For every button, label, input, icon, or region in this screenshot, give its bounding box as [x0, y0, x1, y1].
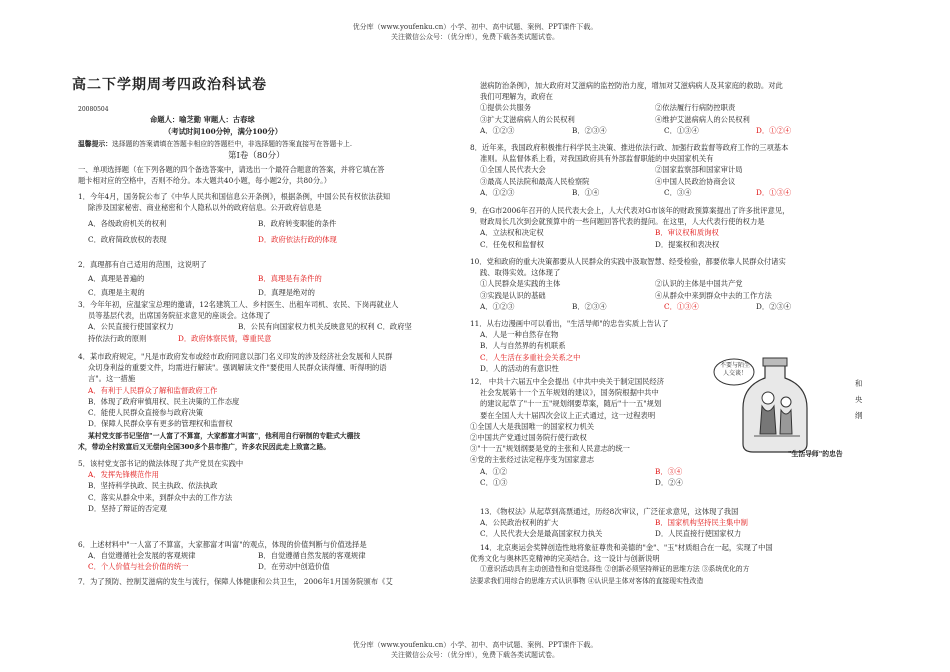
q10-item-1: ①人民群众是实践的主体	[480, 279, 561, 289]
q5-option-a[interactable]: A．发挥先锋模范作用	[88, 470, 159, 480]
q4-stem: 4．某市政府规定，"凡是市政府发布或经市政府同意以部门名义印发的涉及经济社会发展和人民群	[78, 352, 393, 361]
q10-items-row-1	[470, 278, 870, 289]
q12-stem: 12． 中共十六届五中全会提出《中共中央关于制定国民经济	[470, 377, 665, 386]
q7-stem-3: 我们可理解为，政府在	[480, 92, 553, 102]
page-header	[0, 22, 950, 42]
q5-option-b[interactable]: B．坚持科学执政、民主执政、依法执政	[88, 481, 218, 491]
q6-option-d[interactable]: D．在劳动中创造价值	[258, 562, 330, 572]
question-6	[78, 539, 458, 573]
q13-options-row-2	[470, 528, 870, 539]
q13-option-a[interactable]: A．公民政治权利的扩大	[480, 518, 559, 528]
header-line-1: 优分库（www.youfenku.cn）小学、初中、高中试题、案例、PPT课件下载。	[352, 23, 598, 31]
question-14	[470, 542, 870, 587]
q4-stem-2: 众切身利益的重要文件，均需进行解读"。强调解读文件"要使用人民群众读得懂、听得明的语	[88, 363, 387, 373]
exam-tip	[78, 139, 458, 150]
q12-options-row-1	[470, 466, 870, 477]
q3-options-row-2	[78, 333, 458, 344]
q3-option-b[interactable]: B．公民有向国家权力机关反映意见的权利 C．政府坚	[238, 322, 412, 332]
story-line-2: 术，带动全村致富后又无偿向全国300多个县市推广，许多农民因此走上致富之路。	[78, 443, 331, 452]
q2-options-row-2	[78, 287, 458, 298]
q4-option-a[interactable]: A．有利于人民群众了解和监督政府工作	[88, 385, 218, 395]
q10-option-b[interactable]: B．②③④	[572, 301, 607, 311]
q8-item-1: ①全国人民代表大会	[480, 165, 546, 175]
story-line-1: 某村党支部书记坚信"一人富了不算富，大家都富才叫富"，他利用自行研制的专駐式大棚技	[88, 432, 361, 440]
footer-line-1: 优分库（www.youfenku.cn）小学、初中、高中试题、案例、PPT课件下载。	[352, 641, 598, 649]
q10-option-d[interactable]: D．②③④	[756, 301, 792, 311]
question-7-stem: 7．为了预防、控制艾滋病的发生与流行，保障人体健康和公共卫生， 2006年1月国务院颁布《艾	[78, 577, 393, 586]
q12-item-4: ④党的主张经过法定程序变为国家意志	[470, 455, 595, 465]
tip-label: 温馨提示：	[78, 140, 112, 148]
tip-text: 选择题的答案请填在答题卡相应的答题栏中，非选择题的答案直接写在答题卡上.	[111, 140, 353, 148]
q3-options-row-1	[78, 321, 458, 332]
material-story	[78, 431, 463, 453]
q8-item-2: ②国家监察部和国家审计局	[655, 165, 743, 175]
q8-options	[470, 187, 870, 198]
q12-option-b[interactable]: B．③④	[655, 466, 683, 476]
question-1	[78, 191, 458, 245]
q10-option-c[interactable]: C．①③④	[664, 301, 699, 311]
question-13	[470, 506, 870, 540]
q3-option-d[interactable]: D．政府体察民情，尊重民意	[178, 333, 272, 343]
q7-item-2: ②依法履行行病防控职责	[655, 103, 736, 113]
q12-stem-2: 社会发展第十一个五年规划的建议》，国务院根据中共中	[480, 388, 659, 398]
q7-items-row-2	[470, 114, 870, 125]
q11-stem: 11．从右边漫画中可以看出，"生活导师"的忠告实质上告认了	[470, 319, 669, 328]
q4-option-d[interactable]: D．保障人民群众享有更多的管理权和监督权	[88, 419, 233, 429]
q12-option-a[interactable]: A．①②	[480, 466, 508, 476]
q1-stem: 1．今年4月，国务院公布了《中华人民共和国信息公开条例》，根据条例，中国公民有权依法获知	[78, 192, 391, 201]
q14-stem-2: 优秀文化与奥林匹克精神的完美结合。这一设计与创新说明	[470, 554, 660, 564]
question-8	[470, 142, 870, 198]
q7-options	[470, 125, 870, 136]
q12-side-2: 央	[855, 395, 863, 404]
q14-items-2: 法要求我们用综合的思维方式认识事物 ④认识是主体对客体的直接现实性改造	[470, 576, 704, 585]
cartoon-speech: 不要与陌生人交谈！	[719, 362, 750, 377]
q7-option-d[interactable]: D．①②④	[756, 125, 792, 135]
q1-options-row-2	[78, 234, 458, 245]
header-line-2: 关注微信公众号：（优分库），免费下载各类试题试卷。	[391, 33, 559, 41]
q10-stem: 10．党和政府的重大决策都要从人民群众的实践中汲取智慧、经受检验，都要依靠人民群众付诸实	[470, 257, 786, 266]
q7-item-3: ③扩大艾滋病病人的公民权利	[480, 114, 575, 124]
q6-option-a[interactable]: A．自觉遵循社会发展的客观规律	[88, 551, 196, 561]
q8-items-row-1	[470, 164, 870, 175]
q13-option-b[interactable]: B．国家机构坚持民主集中制	[655, 518, 748, 528]
q2-option-a[interactable]: A．真理是普遍的	[88, 274, 145, 284]
q13-option-c[interactable]: C．人民代表大会是最高国家权力执关	[480, 529, 603, 539]
q5-option-d[interactable]: D．坚持了辩证的否定观	[88, 503, 167, 513]
q9-stem: 9．在G市2006年召开的人民代表大会上，人大代表对G市该年的财政预算案提出了许多批评意见，	[470, 206, 790, 215]
q8-stem: 8．近年来，我国政府积极推行科学民主决策、推进依法行政、加强行政监督等政府工作的三项基本	[470, 143, 789, 152]
page-footer	[0, 640, 950, 660]
q14-stem: 14．北京奥运会奖牌创造性地将象征尊贵和美德的"金"、"玉"材质组合在一起，实现了中国	[480, 543, 773, 552]
q12-item-3: ③"十一五"规划纲要是党的主张和人民意志的统一	[470, 444, 630, 454]
exam-authors: 命题人：喻芝勤 审题人：古春球	[150, 115, 255, 124]
q9-options-row-1	[470, 227, 870, 238]
section-1-line-2: 题卡相对应的空格中，否则不给分。本大题共40小题，每小题2分，共80分。）	[78, 176, 332, 186]
q11-option-d[interactable]: D．人的活动的有意识性	[480, 363, 559, 373]
q10-stem-2: 践、取得实效。这体现了	[480, 268, 561, 278]
q11-option-c[interactable]: C．人生活在多重社会关系之中	[480, 352, 581, 362]
q9-option-b[interactable]: B．审议权和质询权	[655, 228, 719, 238]
q1-stem-2: 除涉及国家秘密、商业秘密和个人隐私以外的政府信息。公开政府信息是	[88, 203, 322, 213]
q10-item-3: ③实践是认识的基础	[480, 290, 546, 300]
section-1-intro	[78, 164, 458, 186]
q8-option-a[interactable]: A．①②③	[480, 187, 515, 197]
q8-stem-2: 准则。从监督体系上看，对我国政府具有外部监督职能的中央国家机关有	[480, 154, 714, 164]
cartoon-illustration	[710, 352, 860, 460]
question-5	[78, 458, 458, 514]
q4-stem-3: 言"。这一措施	[88, 374, 136, 384]
q8-option-c[interactable]: C．③④	[664, 187, 692, 197]
q7-option-c[interactable]: C．①③④	[664, 125, 699, 135]
q11-option-a[interactable]: A．人是一种自然存在物	[480, 330, 559, 340]
q3-stem: 3．今年年初，应温家宝总理的邀请，12名建筑工人、乡村医生、出租车司机、农民、下岗再就业人	[78, 300, 399, 309]
q9-stem-2: 财政局长几次到会就预算中的一些问题回答代表的提问。在这里，人大代表行使的权力是	[480, 217, 765, 227]
q7-stem-2: 滋病防治条例》，加大政府对艾滋病的监控防治力度，增加对艾滋病病人及其家庭的救助。对此	[480, 81, 783, 90]
exam-title: 高二下学期周考四政治科试卷	[72, 77, 267, 93]
q12-item-2: ②中国共产党通过国务院行使行政权	[470, 433, 587, 443]
q12-side-3: 纲	[855, 411, 863, 420]
q13-option-d[interactable]: D．人民直接行使国家权力	[655, 529, 742, 539]
q13-options-row-1	[470, 517, 870, 528]
q2-options-row-1	[78, 273, 458, 284]
q10-item-4: ④从群众中来到群众中去的工作方法	[655, 290, 772, 300]
q7-item-4: ④维护艾滋病病人的公民权利	[655, 114, 750, 124]
q2-stem: 2．真理都有自己适用的范围，这说明了	[78, 260, 207, 269]
q12-item-1: ①全国人大是我国唯一的国家权力机关	[470, 421, 595, 431]
q8-item-4: ④中国人民政治协商会议	[655, 176, 736, 186]
q1-option-a[interactable]: A．各级政府机关的权利	[88, 219, 167, 229]
q2-option-c[interactable]: C．真理是主观的	[88, 288, 145, 298]
part-1-heading: 第Ⅰ卷（80分）	[228, 151, 285, 161]
q3-stem-2: 员等基层代表，出席国务院征求意见的座谈会。这体现了	[88, 311, 271, 321]
q8-option-b[interactable]: B．①④	[572, 187, 600, 197]
question-10	[470, 256, 870, 312]
q1-option-d[interactable]: D．政府依法行政的体现	[258, 234, 337, 244]
q7-items-row-1	[470, 102, 870, 113]
q5-stem: 5．该村党支部书记的做法体现了共产党员在实践中	[78, 459, 244, 468]
q9-option-c[interactable]: C．任免权和监督权	[480, 239, 544, 249]
q7-option-b[interactable]: B．②③④	[572, 125, 607, 135]
q10-option-a[interactable]: A．①②③	[480, 301, 515, 311]
section-1-line-1: 一、单项选择题（在下列各题的四个备选答案中，请选出一个最符合题意的答案，并将它填在答	[78, 165, 385, 174]
q4-option-b[interactable]: B．体现了政府审慎用权、民主决策的工作态度	[88, 396, 240, 406]
question-9	[470, 205, 870, 250]
q6-options-row-2	[78, 561, 458, 572]
q12-option-d[interactable]: D．②④	[655, 477, 683, 487]
q1-options-row-1	[78, 218, 458, 229]
footer-line-2: 关注微信公众号：（优分库），免费下载各类试题试卷。	[391, 651, 559, 659]
q3-option-c[interactable]: 持依法行政的原则	[88, 333, 147, 343]
q8-option-d[interactable]: D．①③④	[756, 187, 792, 197]
exam-date: 20080504	[78, 106, 109, 113]
question-2	[78, 259, 458, 299]
q6-stem: 6．上述材料中"一人富了不算富，大家都富才叫富"的观点，体现的价值判断与价值选择是	[78, 540, 367, 549]
q10-item-2: ②认识的主体是中国共产党	[655, 279, 743, 289]
q6-option-c[interactable]: C．个人价值与社会价值的统一	[88, 562, 189, 572]
q8-items-row-2	[470, 176, 870, 187]
q12-stem-3: 的建议起草了"十一五"规划纲要草案，随后"十一五"规划	[480, 399, 662, 409]
q1-option-c[interactable]: C．政府简政放权的表现	[88, 234, 167, 244]
q14-items-1: ①意识活动具有主动创造性和自觉选择性 ②创新必须坚持辩证的思维方法 ③系统优化的方	[480, 565, 750, 574]
q6-option-b[interactable]: B．自觉遵循自然发展的客观规律	[258, 551, 366, 561]
q1-option-b[interactable]: B．政府转变职能的条件	[258, 219, 337, 229]
q4-option-c[interactable]: C．能使人民群众直接参与政府决策	[88, 408, 204, 418]
q9-option-a[interactable]: A．立法权和决定权	[480, 228, 544, 238]
q6-options-row-1	[78, 550, 458, 561]
q9-options-row-2	[470, 239, 870, 250]
q10-options	[470, 301, 870, 312]
q12-options-row-2	[470, 477, 870, 488]
q12-option-c[interactable]: C．①③	[480, 477, 508, 487]
q12-stem-4: 要在全国人大十届四次会议上正式通过，这一过程表明	[480, 410, 656, 420]
q11-option-b[interactable]: B．人与自然界的有机联系	[480, 341, 566, 351]
q12-side-1: 和	[855, 379, 863, 388]
question-7-continued	[470, 80, 870, 136]
cartoon-caption: "生活导师"的忠告	[788, 450, 843, 458]
q13-stem: 13．《物权法》从起草到高票通过，历经8次审议，广泛征求意见，这体现了我国	[480, 507, 739, 516]
q3-option-a[interactable]: A．公民直接行使国家权力	[88, 322, 174, 332]
question-4	[78, 351, 458, 429]
q2-option-b[interactable]: B．真理是有条件的	[258, 274, 322, 284]
q7-option-a[interactable]: A．①②③	[480, 125, 515, 135]
q5-option-c[interactable]: C．落实从群众中来，到群众中去的工作方法	[88, 492, 233, 502]
q10-items-row-2	[470, 290, 870, 301]
q8-item-3: ③最高人民法院和最高人民检察院	[480, 176, 590, 186]
question-3	[78, 299, 458, 344]
exam-time-note: （考试时间100分钟，满分100分）	[164, 127, 283, 136]
question-11	[470, 318, 710, 374]
q7-item-1: ①提供公共服务	[480, 103, 532, 113]
q9-option-d[interactable]: D．提案权和表决权	[655, 239, 720, 249]
q2-option-d[interactable]: D．真理是绝对的	[258, 288, 315, 298]
